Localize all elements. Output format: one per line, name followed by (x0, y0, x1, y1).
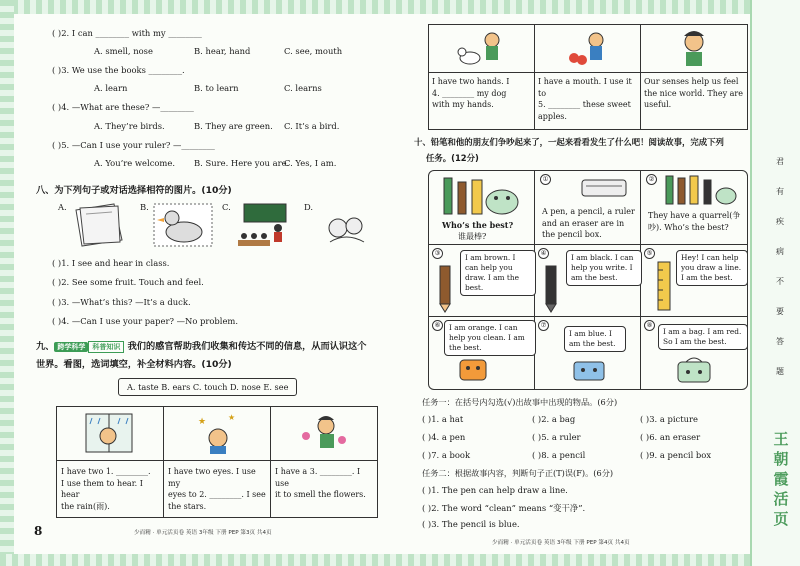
side-text-2: 有 (776, 187, 784, 196)
panel-2-text: They have a quarrel(争吵). Who’s the best? (648, 211, 741, 232)
panel-number-4: ④ (538, 248, 549, 259)
picture-label-b: B. (140, 202, 149, 212)
decorative-border-bottom (0, 554, 800, 566)
ears-rain-picture (78, 410, 142, 456)
panel-divider (428, 244, 747, 245)
table-divider (428, 72, 747, 73)
side-text-7: 答 (776, 337, 784, 346)
cell-1-text: I have two 1. ________. I use them to hear. I hear the rain(雨). (61, 467, 151, 511)
q3-option-a: A. learn (94, 83, 128, 93)
panel-3-speech: I am brown. I can help you draw. I am the best. (460, 250, 536, 296)
table-divider (270, 406, 271, 517)
panel-5-speech: Hey! I can help you draw a line. I am the best. (676, 250, 748, 286)
table-divider (56, 460, 377, 461)
section-8-item-1: ( )1. I see and hear in class. (52, 258, 170, 268)
pencil-box-picture (578, 174, 634, 200)
q4-option-a: A. They’re birds. (94, 121, 165, 131)
section-8-item-3: ( )3. —What’s this? —It’s a duck. (52, 297, 191, 307)
panel-6-speech: I am orange. I can help you clean. I am the best. (444, 320, 536, 356)
page-number: 8 (34, 524, 43, 538)
left-page (22, 14, 390, 554)
picture-label-c: C. (222, 202, 231, 212)
task-1-item-8: ( )8. a pencil (532, 450, 586, 460)
picture-label-a: A. (58, 202, 67, 212)
mouth-apples-picture (558, 28, 618, 70)
svg-text:★: ★ (198, 417, 207, 427)
q5-option-b: B. Sure. Here you are. (194, 158, 290, 168)
table-divider (534, 24, 535, 129)
interdisciplinary-badge: 跨学科学 (54, 342, 88, 352)
section-9-title: 九、 跨学科学 科普知识 我们的感官帮助我们收集和传达不同的信息，从而认识这个 (36, 341, 367, 352)
task-1-item-1: ( )1. a hat (422, 414, 464, 424)
panel-number-6: ⑥ (432, 320, 443, 331)
task-1-item-2: ( )2. a bag (532, 414, 576, 424)
q4-option-c: C. It’s a bird. (284, 121, 340, 131)
cell-3-text: I have a 3. ________. I use it to smell the flowers. (275, 467, 366, 499)
panel-number-2: ② (646, 174, 657, 185)
task-1-item-6: ( )6. an eraser (640, 432, 701, 442)
task-1-item-9: ( )9. a pencil box (640, 450, 712, 460)
side-text-1: 君 (776, 157, 784, 166)
paper-picture (70, 202, 130, 248)
q5-option-c: C. Yes, I am. (284, 158, 337, 168)
right-footer: 少而精 · 单元活页卷 英语 3年级 下册 PEP 第4页 共4页 (492, 540, 630, 546)
table-divider (640, 24, 641, 129)
cell-5-text: I have a mouth. I use it to 5. ________ these sweet apples. (538, 77, 632, 121)
q5-stem: ( )5. —Can I use your ruler? —________ (52, 140, 215, 150)
q3-option-b: B. to learn (194, 83, 239, 93)
table-divider (163, 406, 164, 517)
panel-number-7: ⑦ (538, 320, 549, 331)
side-text-6: 要 (776, 307, 784, 316)
panel-0-title: Who’s the best? (442, 220, 514, 230)
section-10-subtitle: 任务。(12分) (426, 153, 479, 163)
q2-stem: ( )2. I can ________ with my ________ (52, 28, 202, 38)
q3-option-c: C. learns (284, 83, 322, 93)
side-text-5: 不 (776, 277, 784, 286)
orange-eraser-character (454, 354, 494, 386)
nose-flowers-picture (292, 410, 356, 456)
duck-picture (152, 202, 214, 248)
task-1-item-4: ( )4. a pen (422, 432, 466, 442)
quarrel-picture (660, 174, 740, 206)
q4-stem: ( )4. —What are these? —________ (52, 102, 194, 112)
svg-text:★: ★ (228, 413, 236, 422)
panel-number-5: ⑤ (644, 248, 655, 259)
panel-8-speech: I am a bag. I am red. So I am the best. (658, 324, 748, 350)
cell-4-text: I have two hands. I 4. ________ my dog with my hands. (432, 77, 510, 109)
section-8-item-4: ( )4. —Can I use your paper? —No problem. (52, 316, 239, 326)
q5-option-a: A. You’re welcome. (94, 158, 175, 168)
brand-char-4: 活 (773, 490, 789, 508)
panel-number-1: ① (540, 174, 551, 185)
task-1-item-5: ( )5. a ruler (532, 432, 581, 442)
task-2-item-1: ( )1. The pen can help draw a line. (422, 485, 568, 495)
brand-char-2: 朝 (773, 450, 789, 468)
hands-dog-picture (452, 28, 512, 70)
black-pen-character (542, 262, 562, 314)
task-1-item-7: ( )7. a book (422, 450, 471, 460)
section-9-subtitle: 世界。看图，选词填空，补全材料内容。(10分) (36, 359, 232, 370)
cell-2-text: I have two eyes. I use my eyes to 2. ________. I see the stars. (168, 467, 266, 511)
senses-world-picture (664, 28, 724, 70)
brand-char-5: 页 (773, 510, 789, 528)
q3-stem: ( )3. We use the books ________. (52, 65, 185, 75)
task-1-title: 任务一：在括号内勾选(√)出故事中出现的物品。(6分) (422, 397, 618, 407)
q2-option-c: C. see, mouth (284, 46, 343, 56)
classroom-picture (234, 202, 298, 248)
panel-divider (428, 316, 747, 317)
right-page (408, 14, 748, 554)
panel-4-speech: I am black. I can help you write. I am the best. (566, 250, 642, 286)
fruit-hand-picture (316, 202, 376, 248)
stationery-characters-picture (438, 174, 526, 218)
word-bank: A. taste B. ears C. touch D. nose E. see (118, 378, 297, 396)
task-2-item-3: ( )3. The pencil is blue. (422, 519, 520, 529)
decorative-border-top (0, 0, 800, 14)
side-text-8: 题 (776, 367, 784, 376)
brown-pencil-character (436, 262, 456, 314)
q2-option-b: B. hear, hand (194, 46, 251, 56)
section-10-title: 十、铅笔和他的朋友们争吵起来了，一起来看看发生了什么吧！阅读故事，完成下列 (414, 137, 724, 147)
panel-number-3: ③ (432, 248, 443, 259)
panel-0-subtitle: 谁最棒? (458, 232, 487, 241)
decorative-border-left (0, 0, 14, 566)
side-text-3: 疾 (776, 217, 784, 226)
section-8-item-2: ( )2. See some fruit. Touch and feel. (52, 277, 204, 287)
blue-pencil-box-character (570, 356, 610, 386)
panel-1-text: A pen, a pencil, a ruler and an eraser are in the pencil box. (542, 207, 635, 239)
q2-option-a: A. smell, nose (94, 46, 153, 56)
task-2-item-2: ( )2. The word “clean” means “变干净”. (422, 503, 586, 513)
science-badge: 科普知识 (88, 341, 124, 353)
brand-char-3: 霞 (773, 470, 789, 488)
task-1-item-3: ( )3. a picture (640, 414, 698, 424)
q4-option-b: B. They are green. (194, 121, 273, 131)
section-8-title: 八、为下列句子或对话选择相符的图片。(10分) (36, 185, 232, 196)
panel-number-8: ⑧ (644, 320, 655, 331)
brand-char-1: 王 (773, 430, 789, 448)
red-bag-character (670, 354, 720, 386)
panel-7-speech: I am blue. I am the best. (564, 326, 626, 352)
task-2-title: 任务二：根据故事内容，判断句子正(T)误(F)。(6分) (422, 468, 614, 478)
left-footer: 少而精 · 单元活页卷 英语 3年级 下册 PEP 第3页 共4页 (134, 530, 272, 536)
side-text-4: 病 (776, 247, 784, 256)
ruler-character (654, 260, 674, 314)
picture-label-d: D. (304, 202, 314, 212)
eyes-stars-picture (188, 410, 248, 456)
cell-6-text: Our senses help us feel the nice world. They are useful. (644, 77, 743, 109)
